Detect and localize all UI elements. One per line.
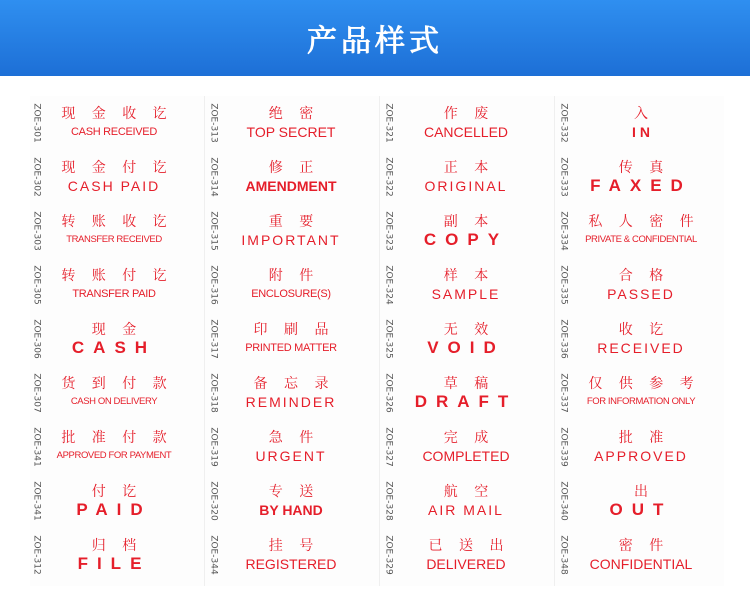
stamp-code-text: ZOE-302 — [32, 157, 42, 197]
stamp-code — [557, 478, 571, 524]
stamp-code-text: ZOE-307 — [32, 373, 42, 413]
stamp-code — [557, 208, 571, 254]
stamp-english-text: IMPORTANT — [241, 231, 341, 248]
stamp-chinese-text: 转 账 付 讫 — [61, 267, 173, 284]
stamp-imprint — [577, 528, 705, 582]
stamp-item — [382, 528, 550, 582]
stamp-item — [30, 96, 198, 150]
stamp-code — [30, 424, 44, 470]
stamp-imprint — [50, 474, 178, 528]
stamp-code — [382, 100, 396, 146]
stamp-imprint — [402, 366, 530, 420]
column-divider — [554, 96, 555, 586]
stamp-imprint — [227, 528, 355, 582]
stamp-chinese-text: 专 送 — [268, 483, 320, 500]
stamp-item — [30, 312, 198, 366]
stamp-english-text: TOP SECRET — [246, 123, 336, 140]
stamp-chinese-text: 收 讫 — [618, 321, 670, 338]
stamp-imprint — [227, 258, 355, 312]
stamp-code — [557, 370, 571, 416]
stamp-chinese-text: 备 忘 录 — [253, 375, 335, 392]
stamp-item — [207, 258, 375, 312]
stamp-code — [207, 424, 221, 470]
stamp-item — [557, 474, 725, 528]
stamp-chinese-text: 急 件 — [268, 429, 320, 446]
stamp-chinese-text: 密 件 — [618, 537, 670, 554]
stamp-imprint — [402, 312, 530, 366]
stamp-chinese-text: 传 真 — [618, 159, 670, 176]
column-divider — [204, 96, 205, 586]
stamp-english-text: REMINDER — [245, 393, 337, 410]
stamp-english-text: SAMPLE — [431, 285, 501, 302]
stamp-english-text: REGISTERED — [245, 555, 337, 572]
stamp-code-text: ZOE-318 — [209, 373, 219, 413]
stamp-item — [207, 96, 375, 150]
stamp-item — [207, 150, 375, 204]
stamp-english-text: CASH PAID — [67, 177, 161, 194]
stamp-imprint — [402, 258, 530, 312]
stamp-item — [557, 204, 725, 258]
stamp-imprint — [227, 96, 355, 150]
stamp-code — [207, 262, 221, 308]
stamp-chinese-text: 样 本 — [443, 267, 495, 284]
stamp-item — [382, 150, 550, 204]
stamp-english-text: CASH RECEIVED — [71, 125, 157, 138]
stamp-english-text: ENCLOSURE(S) — [251, 287, 331, 300]
stamp-code — [207, 316, 221, 362]
stamp-code-text: ZOE-317 — [209, 319, 219, 359]
stamp-english-text: FOR INFORMATION ONLY — [586, 395, 696, 407]
stamp-item — [207, 366, 375, 420]
stamp-code — [382, 262, 396, 308]
stamp-code-text: ZOE-305 — [32, 265, 42, 305]
stamp-imprint — [577, 204, 705, 258]
stamp-chinese-text: 印 刷 品 — [253, 321, 335, 338]
stamp-chinese-text: 批 准 — [618, 429, 670, 446]
stamp-code — [30, 100, 44, 146]
stamp-chinese-text: 重 要 — [268, 213, 320, 230]
stamp-item — [207, 204, 375, 258]
stamp-chinese-text: 转 账 收 讫 — [61, 213, 173, 230]
stamp-code — [30, 316, 44, 362]
stamp-code-text: ZOE-316 — [209, 265, 219, 305]
stamp-code — [207, 100, 221, 146]
stamp-imprint — [577, 150, 705, 204]
stamp-english-text: COMPLETED — [422, 447, 510, 464]
stamp-chinese-text: 挂 号 — [268, 537, 320, 554]
stamp-imprint — [402, 204, 530, 258]
stamp-code-text: ZOE-313 — [209, 103, 219, 143]
stamp-chinese-text: 仅 供 参 考 — [588, 375, 700, 392]
stamp-code-text: ZOE-335 — [559, 265, 569, 305]
stamp-item — [30, 474, 198, 528]
stamp-english-text: TRANSFER PAID — [72, 287, 156, 300]
stamp-code-text: ZOE-334 — [559, 211, 569, 251]
stamp-item — [382, 474, 550, 528]
stamp-code-text: ZOE-319 — [209, 427, 219, 467]
stamp-chinese-text: 附 件 — [268, 267, 320, 284]
stamp-english-text: PRIVATE & CONFIDENTIAL — [585, 233, 697, 245]
stamp-code — [207, 532, 221, 578]
stamp-item — [557, 150, 725, 204]
stamp-english-text: VOID — [427, 337, 505, 357]
stamp-code — [557, 262, 571, 308]
stamp-code-text: ZOE-315 — [209, 211, 219, 251]
column-divider — [379, 96, 380, 586]
stamp-code-text: ZOE-322 — [384, 157, 394, 197]
stamp-english-text: CANCELLED — [423, 123, 509, 140]
stamp-imprint — [577, 420, 705, 474]
stamp-chinese-text: 现 金 收 讫 — [61, 105, 173, 122]
stamp-code-text: ZOE-327 — [384, 427, 394, 467]
stamp-imprint — [402, 150, 530, 204]
stamp-code-text: ZOE-340 — [559, 481, 569, 521]
stamp-item — [30, 420, 198, 474]
stamp-imprint — [50, 258, 178, 312]
stamp-chinese-text: 现 金 付 讫 — [61, 159, 173, 176]
stamp-chinese-text: 现 金 — [91, 321, 143, 338]
stamp-code-text: ZOE-320 — [209, 481, 219, 521]
stamp-code-text: ZOE-336 — [559, 319, 569, 359]
stamp-item — [382, 204, 550, 258]
stamp-code — [382, 478, 396, 524]
stamp-english-text: FAXED — [590, 175, 692, 195]
stamp-item — [382, 258, 550, 312]
stamp-code — [30, 370, 44, 416]
stamp-english-text: TRANSFER RECEIVED — [66, 233, 162, 245]
stamp-english-text: PASSED — [607, 285, 675, 302]
stamp-item — [30, 150, 198, 204]
stamp-item — [557, 528, 725, 582]
stamp-imprint — [50, 150, 178, 204]
stamp-imprint — [227, 312, 355, 366]
stamp-imprint — [402, 474, 530, 528]
stamp-chinese-text: 完 成 — [443, 429, 495, 446]
stamp-imprint — [50, 312, 178, 366]
stamp-imprint — [577, 366, 705, 420]
stamp-imprint — [50, 528, 178, 582]
stamp-item — [382, 420, 550, 474]
stamp-item — [30, 366, 198, 420]
stamp-code — [382, 424, 396, 470]
stamp-imprint — [227, 366, 355, 420]
stamp-imprint — [577, 474, 705, 528]
stamp-code — [382, 154, 396, 200]
stamp-imprint — [50, 366, 178, 420]
stamp-chinese-text: 合 格 — [618, 267, 670, 284]
stamp-code-text: ZOE-325 — [384, 319, 394, 359]
stamp-code — [557, 154, 571, 200]
stamp-code-text: ZOE-321 — [384, 103, 394, 143]
stamp-code — [207, 154, 221, 200]
stamp-item — [557, 312, 725, 366]
stamp-english-text: CONFIDENTIAL — [589, 555, 693, 572]
stamp-item — [382, 366, 550, 420]
stamp-chinese-text: 作 废 — [443, 105, 495, 122]
stamp-english-text: CASH ON DELIVERY — [70, 395, 158, 407]
stamp-item — [207, 474, 375, 528]
stamp-english-text: ORIGINAL — [424, 177, 508, 194]
stamp-code-text: ZOE-314 — [209, 157, 219, 197]
stamp-imprint — [227, 204, 355, 258]
stamp-item — [382, 312, 550, 366]
stamp-code — [207, 370, 221, 416]
stamp-code-text: ZOE-328 — [384, 481, 394, 521]
stamp-chinese-text: 正 本 — [443, 159, 495, 176]
stamp-chinese-text: 副 本 — [443, 213, 495, 230]
stamp-chinese-text: 私 人 密 件 — [588, 213, 700, 230]
stamp-chinese-text: 航 空 — [443, 483, 495, 500]
stamp-item — [30, 528, 198, 582]
stamp-code-text: ZOE-326 — [384, 373, 394, 413]
stamp-english-text: URGENT — [255, 447, 327, 464]
stamp-item — [557, 258, 725, 312]
stamp-code-text: ZOE-329 — [384, 535, 394, 575]
stamp-imprint — [402, 420, 530, 474]
stamp-code-text: ZOE-324 — [384, 265, 394, 305]
stamp-chinese-text: 草 稿 — [443, 375, 495, 392]
stamp-chinese-text: 无 效 — [443, 321, 495, 338]
stamp-code — [557, 532, 571, 578]
stamp-code — [382, 316, 396, 362]
stamp-imprint — [577, 312, 705, 366]
stamp-english-text: COPY — [423, 229, 509, 249]
stamp-item — [557, 96, 725, 150]
stamp-item — [30, 258, 198, 312]
stamp-english-text: I N — [632, 123, 650, 140]
stamp-code — [382, 208, 396, 254]
stamp-item — [557, 366, 725, 420]
stamp-item — [207, 312, 375, 366]
stamp-code-text: ZOE-333 — [559, 157, 569, 197]
stamp-english-text: AMENDMENT — [245, 177, 337, 194]
stamp-english-text: PAID — [76, 499, 152, 519]
stamp-chinese-text: 付 讫 — [91, 483, 143, 500]
stamp-chinese-text: 出 — [634, 483, 654, 500]
stamp-english-text: AIR MAIL — [428, 501, 504, 518]
stamp-chinese-text: 批 准 付 款 — [61, 429, 173, 446]
stamp-imprint — [577, 258, 705, 312]
stamp-code-text: ZOE-344 — [209, 535, 219, 575]
stamp-item — [382, 96, 550, 150]
stamp-english-text: APPROVED FOR PAYMENT — [56, 449, 172, 461]
stamp-code-text: ZOE-306 — [32, 319, 42, 359]
stamp-english-text: BY HAND — [259, 501, 323, 518]
stamp-code-text: ZOE-341 — [32, 481, 42, 521]
stamp-code — [382, 532, 396, 578]
stamp-imprint — [50, 204, 178, 258]
stamp-code — [30, 478, 44, 524]
stamp-code — [382, 370, 396, 416]
stamp-english-text: PRINTED MATTER — [245, 341, 337, 354]
header-banner — [0, 0, 750, 76]
stamp-chinese-text: 修 正 — [268, 159, 320, 176]
stamp-code — [207, 208, 221, 254]
stamp-item — [30, 204, 198, 258]
banner-title: 产品样式 — [307, 24, 443, 59]
stamp-code — [30, 532, 44, 578]
stamp-english-text: RECEIVED — [597, 339, 685, 356]
stamp-english-text: DELIVERED — [426, 555, 506, 572]
stamp-code-text: ZOE-337 — [559, 373, 569, 413]
stamp-english-text: CASH — [71, 337, 157, 357]
stamp-english-text: OUT — [609, 499, 673, 519]
stamp-imprint — [50, 96, 178, 150]
stamp-code-text: ZOE-312 — [32, 535, 42, 575]
stamp-sample-sheet — [30, 96, 724, 586]
stamp-code — [557, 316, 571, 362]
stamp-chinese-text: 入 — [634, 105, 654, 122]
stamp-imprint — [402, 96, 530, 150]
stamp-code-text: ZOE-301 — [32, 103, 42, 143]
stamp-code — [557, 424, 571, 470]
stamp-code-text: ZOE-303 — [32, 211, 42, 251]
stamp-imprint — [577, 96, 705, 150]
stamp-imprint — [50, 420, 178, 474]
stamp-code-text: ZOE-339 — [559, 427, 569, 467]
stamp-imprint — [227, 420, 355, 474]
stamp-code — [30, 208, 44, 254]
stamp-code — [30, 154, 44, 200]
stamp-code-text: ZOE-323 — [384, 211, 394, 251]
stamp-imprint — [227, 150, 355, 204]
stamp-code-text: ZOE-332 — [559, 103, 569, 143]
stamp-item — [207, 528, 375, 582]
stamp-item — [557, 420, 725, 474]
stamp-code — [207, 478, 221, 524]
stamp-imprint — [402, 528, 530, 582]
stamp-english-text: APPROVED — [594, 447, 688, 464]
stamp-chinese-text: 绝 密 — [268, 105, 320, 122]
stamp-code-text: ZOE-348 — [559, 535, 569, 575]
stamp-code-text: ZOE-341 — [32, 427, 42, 467]
stamp-item — [207, 420, 375, 474]
stamp-code — [30, 262, 44, 308]
stamp-english-text: DRAFT — [414, 391, 518, 411]
stamp-code — [557, 100, 571, 146]
stamp-english-text: FILE — [77, 553, 151, 573]
stamp-chinese-text: 归 档 — [91, 537, 143, 554]
stamp-chinese-text: 已 送 出 — [428, 537, 510, 554]
stamp-imprint — [227, 474, 355, 528]
stamp-chinese-text: 货 到 付 款 — [61, 375, 173, 392]
